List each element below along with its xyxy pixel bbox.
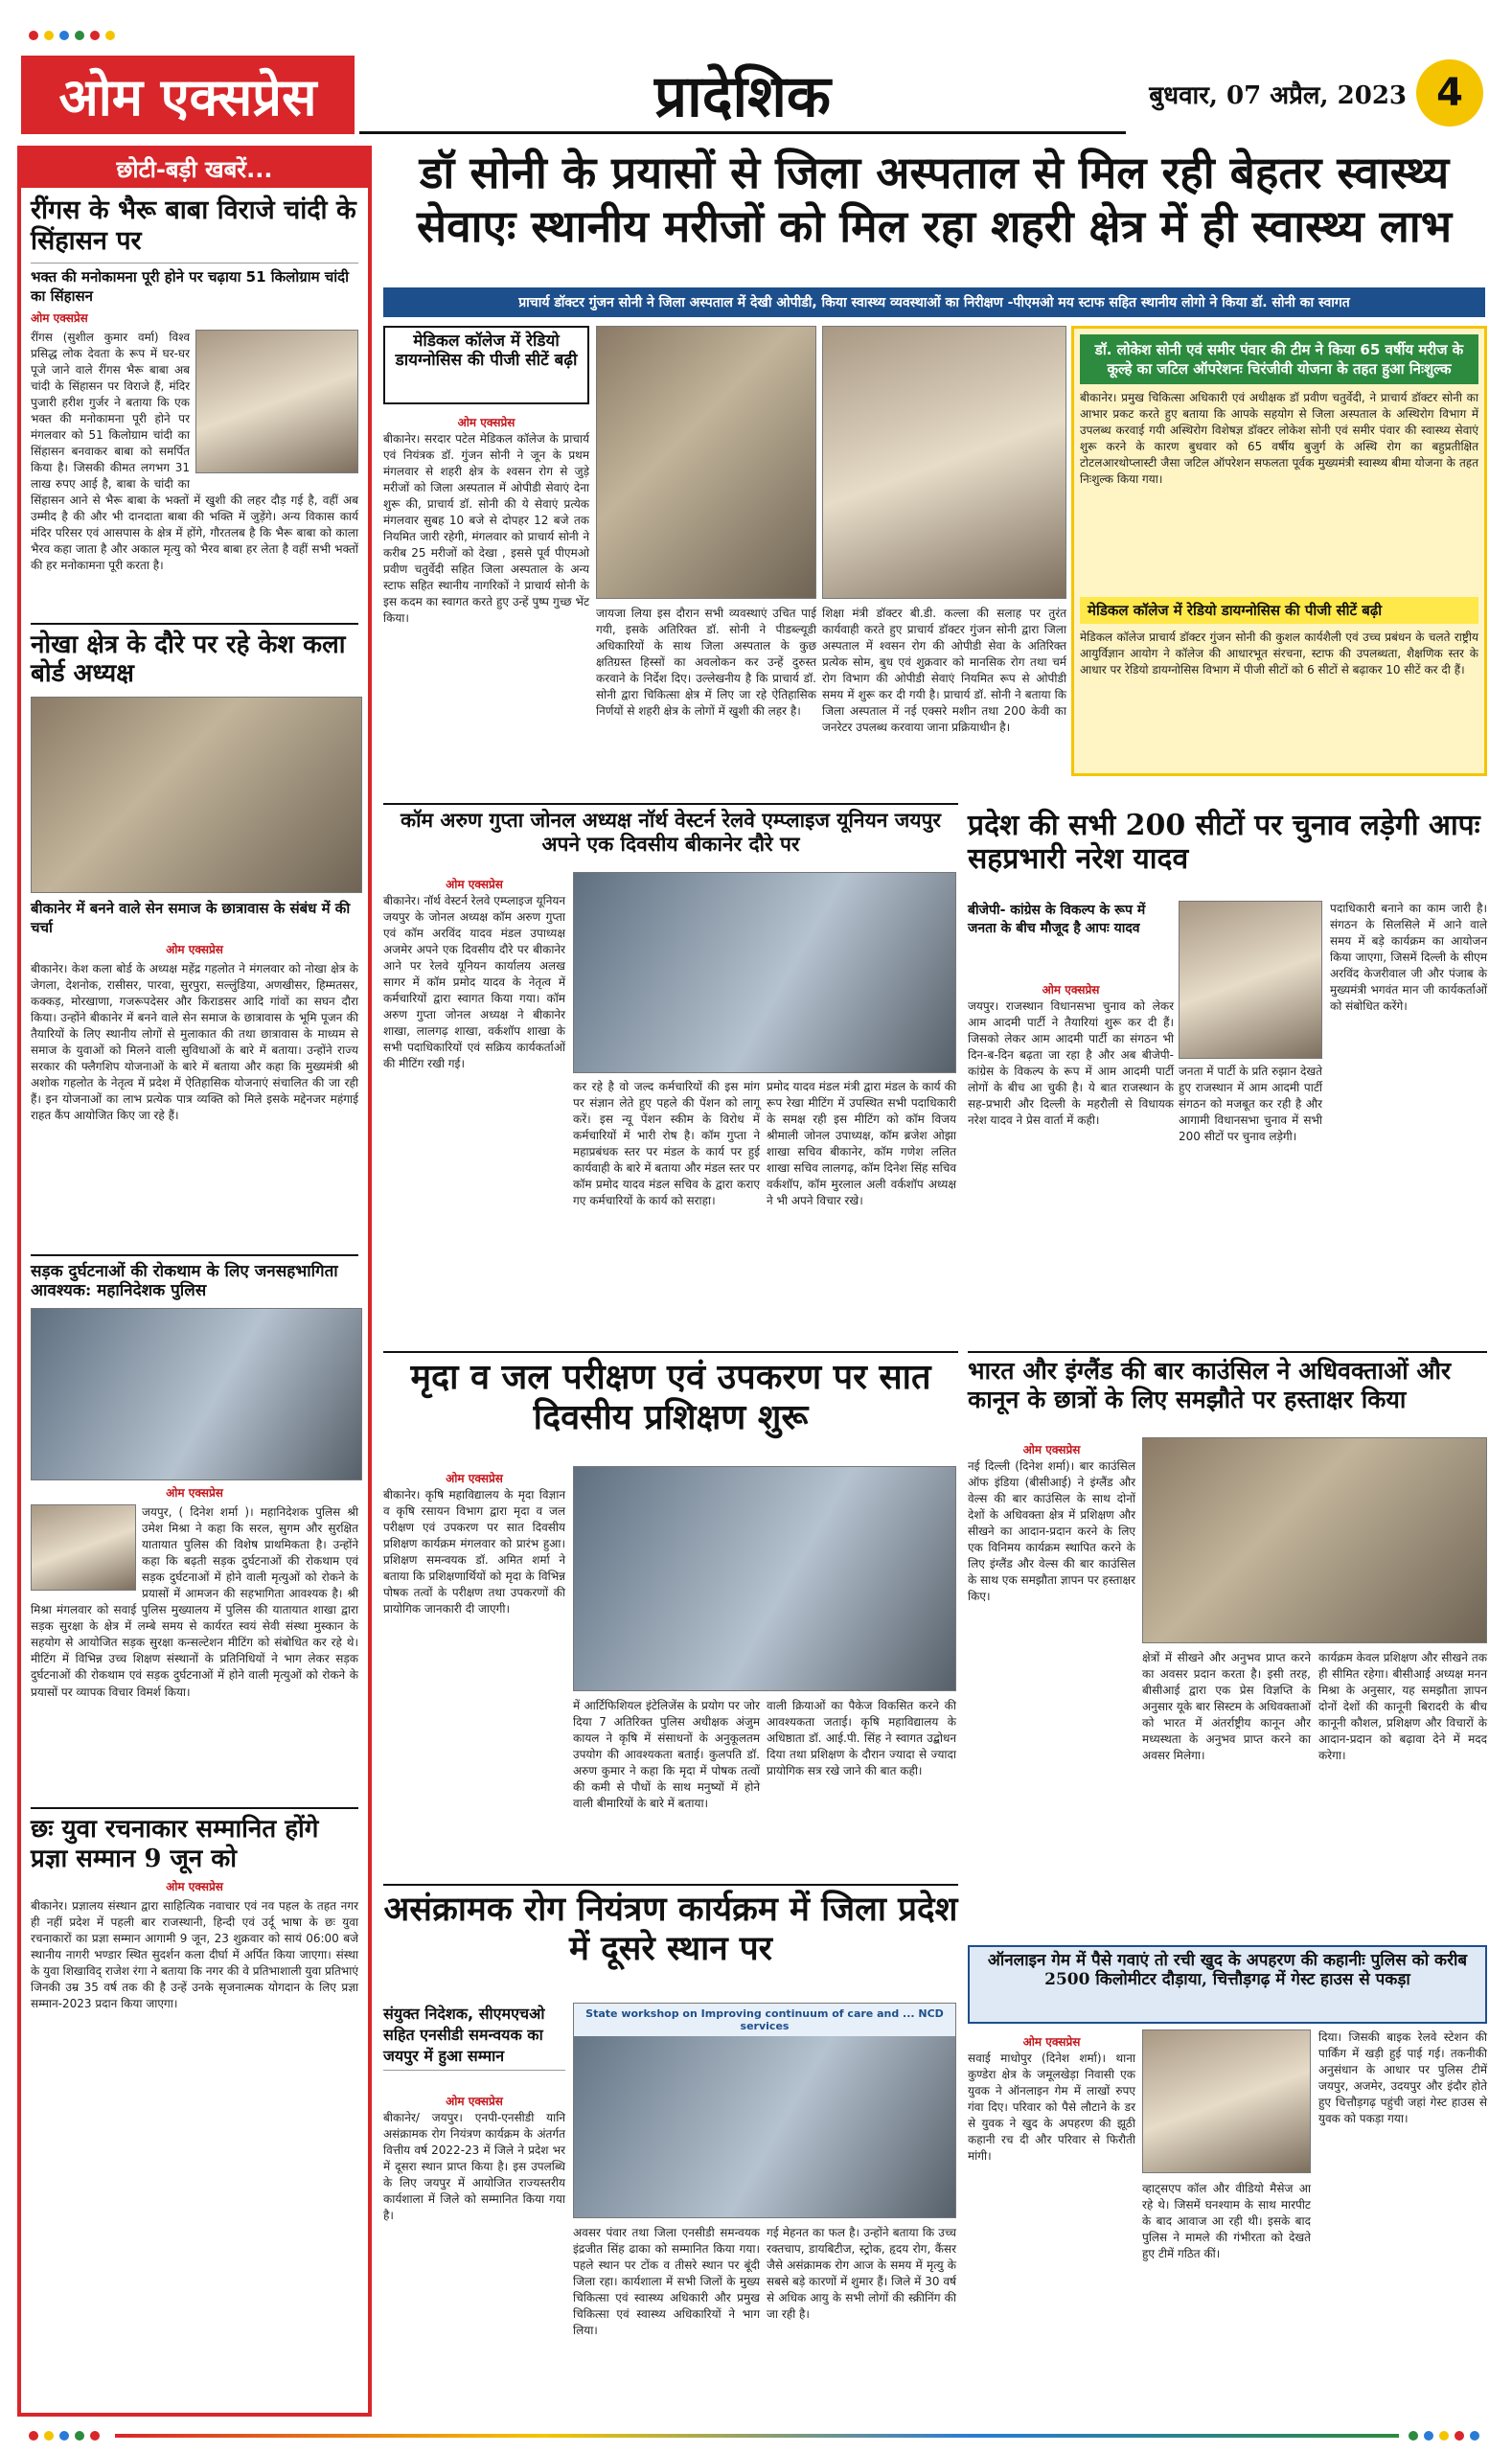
byline: ओम एक्सप्रेस (457, 416, 515, 429)
sidebar-story-title: छः युवा रचनाकार सम्मानित होंगे प्रज्ञा सम्मान 9 जून को (31, 1815, 319, 1873)
article-body: जयपुर। राजस्थान विधानसभा चुनाव को लेकर आम आदमी पार्टी ने तैयारियां शुरू कर दी हैं। जिसको लेकर आम आदमी पार्टी का संगठन भी दिन-ब-दिन बढ़ता जा रहा है और अब बीजेपी-कांग्रेस के विकल्प के रूप में आम आदमी पार्टी लोगों के बीच आ चुकी है। ये बात राजस्थान के सह-प्रभारी और दिल्ली के महरौली से विधायक नरेश यादव ने प्रेस वार्ता में कही। (968, 999, 1174, 1128)
article-body: बीकानेर। कृषि महाविद्यालय के मृदा विज्ञान व कृषि रसायन विभाग द्वारा मृदा व जल परीक्षण एवं उपकरण पर सात दिवसीय प्रशिक्षण कार्यक्रम मंगलवार को प्रारंभ हुआ। प्रशिक्षण समन्वयक डॉ. अमित शर्मा ने बताया कि प्रशिक्षणार्थियों को मृदा के विभिन्न पोषक तत्वों के परीक्षण तथा उपकरणों की प्रायोगिक जानकारी दी जाएगी। (383, 1488, 565, 1616)
article-body: बीकानेर। सरदार पटेल मेडिकल कॉलेज के प्राचार्य एवं नियंत्रक डॉ. गुंजन सोनी ने जून के प्रथम मंगलवार से शहरी क्षेत्र के श्वसन रोग से जुड़े मरीजों को जिला अस्पताल में ओपीडी सेवाएं देना शुरू की, प्राचार्य डॉ. सोनी की ये सेवाएं प्रत्येक मंगलवार सुबह 10 बजे से दोपहर 12 बजे तक नियमित जारी रहेगी, मंगलवार को प्राचार्य सोनी ने करीब 25 मरीजों को देखा , इससे पूर्व पीएमओ प्रवीण चतुर्वेदी सहित जिला अस्पताल के अन्य स्टाफ सहित स्थानीय नागरिकों ने प्राचार्य सोनी के इस कदम का स्वागत करते हुए उन्हें पुष्प गुच्छ भेंट किया। (383, 432, 589, 626)
article-body: बीकानेर। नॉर्थ वेस्टर्न रेलवे एम्प्लाइज यूनियन जयपुर के जोनल अध्यक्ष कॉम अरुण गुप्ता एवं कॉम अरविंद यादव मंडल उपाध्यक्ष अजमेर अपने एक दिवसीय दौरे पर बीकानेर आने पर रेलवे यूनियन कार्यालय अलख सागर में कॉम प्रमोद यादव के नेतृत्व में कर्मचारियों द्वारा स्वागत किया गया। कॉम अरुण गुप्ता जोनल अध्यक्ष ने बीकानेर शाखा, लालगढ़ शाखा, वर्कशॉप शाखा के सभी पदाधिकारियों एवं सक्रिय कार्यकर्ताओं की मीटिंग रखी गई। (383, 894, 565, 1071)
aap-subhead: बीजेपी- कांग्रेस के विकल्प के रूप में जनता के बीच मौजूद है आपः यादव (968, 903, 1146, 936)
soil-headline: मृदा व जल परीक्षण एवं उपकरण पर सात दिवसीय प्रशिक्षण शुरू (410, 1357, 931, 1438)
hospital-photo-2 (822, 326, 1066, 599)
byline: ओम एक्सप्रेस (1042, 983, 1100, 997)
hospital-box (1071, 326, 1487, 776)
article-body: अवसर पंवार तथा जिला एनसीडी समन्वयक इंद्रजीत सिंह ढाका को सम्मानित किया गया। पहले स्थान पर टोंक व तीसरे स्थान पर बूंदी जिला रहा। कार्यशाला में सभी जिलों के मुख्य चिकित्सा एवं स्वास्थ्य अधिकारी और प्रमुख चिकित्सा एवं स्वास्थ्य अधिकारियों ने भाग लिया। (573, 2226, 760, 2338)
sidebar-banner: छोटी-बड़ी खबरें... (21, 149, 368, 188)
article-body: में आर्टिफिशियल इंटेलिजेंस के प्रयोग पर जोर दिया 7 अतिरिक्त पुलिस अधीक्षक अंजुम कायल ने कृषि में संसाधनों के अनुकूलतम उपयोग की आवश्यकता बताई। कुलपति डॉ. अरुण कुमार ने कहा कि मृदा में पोषक तत्वों की कमी से पौधों के साथ मनुष्यों में होने वाली बीमारियों के बारे में बताया। (573, 1699, 760, 1811)
article-body: जनता में पार्टी के प्रति रुझान देखते हुए राजस्थान में आम आदमी पार्टी संगठन को मजबूत कर रही है और आगामी विधानसभा चुनाव में सभी 200 सीटों पर चुनाव लड़ेगी। (1179, 1065, 1322, 1144)
rail-headline: कॉम अरुण गुप्ता जोनल अध्यक्ष नॉर्थ वेस्टर्न रेलवे एम्प्लाइज यूनियन जयपुर अपने एक दिवसीय बीकानेर दौरे पर (400, 808, 942, 856)
ncd-subhead: संयुक्त निदेशक, सीएमएचओ सहित एनसीडी समन्वयक का जयपुर में हुआ सम्मान (383, 2003, 565, 2071)
online-headline: ऑनलाइन गेम में पैसे गवाएं तो रची खुद के अपहरण की कहानीः पुलिस को करीब 2500 किलोमीटर दौड़ाया, चित्तौड़गढ़ में गेस्ट हाउस से पकड़ा (987, 1951, 1468, 1990)
footer-dots-left (29, 2429, 100, 2442)
lead-caption-bar: प्राचार्य डॉक्टर गुंजन सोनी ने जिला अस्पताल में देखी ओपीडी, किया स्वास्थ्य व्यवस्थाओं का निरीक्षण -पीएमओ मय स्टाफ सहित स्थानीय लोगो ने किया डॉ. सोनी का स्वागत (383, 287, 1485, 317)
sidebar-story-title: नोखा क्षेत्र के दौरे पर रहे केश कला बोर्ड अध्यक्ष (31, 630, 346, 689)
footer-rule (115, 2434, 1399, 2438)
article-body: कार्यक्रम केवल प्रशिक्षण और सीखने तक ही सीमित रहेगा। बीसीआई अध्यक्ष मनन मिश्रा के अनुसार, यह समझौता ज्ञापन दोनों देशों की कानूनी बिरादरी के बीच कानूनी कौशल, प्रशिक्षण और विचारों के आदान-प्रदान को बढ़ावा देने में मदद करेगा। (1318, 1651, 1487, 1763)
article-body: क्षेत्रों में सीखने और अनुभव प्राप्त करने का अवसर प्रदान करता है। इसी तरह, बीसीआई द्वारा एक प्रेस विज्ञप्ति के अनुसार यूके बार सिस्टम के अधिवक्ताओं को भारत में अंतर्राष्ट्रीय कानून और मध्यस्थता के अनुभव प्राप्त करने का अवसर मिलेगा। (1142, 1651, 1311, 1763)
naresh-yadav-photo (1179, 901, 1322, 1059)
header-dots-left (29, 29, 115, 42)
accused-photo (1142, 2029, 1311, 2173)
byline: ओम एक्सप्रेस (1022, 2035, 1081, 2049)
section-title: प्रादेशिक (359, 56, 1126, 134)
article-body: शिक्षा मंत्री डॉक्टर बी.डी. कल्ला की सलाह पर तुरंत कार्यवाही करते हुए प्राचार्य डॉक्टर गुंजन सोनी द्वारा जिला अस्पताल में श्वसन रोग की ओपीडी सेवा के अतिरिक्त प्रत्येक सोम, बुध एवं शुक्रवार को मानसिक रोग तथा चर्म रोग विभाग की ओपीडी सेवाएं नियमित रूप से ओपीडी समय में शुरू कर दी गयी है। प्राचार्य डॉ. सोनी ने बताया कि जिला अस्पताल में नई एक्सरे मशीन तथा 200 केवी का जनरेटर उपलब्ध करवाया जाना प्रक्रियाधीन है। (822, 607, 1066, 735)
sidebar-story-subtitle: भक्त की मनोकामना पूरी होने पर चढ़ाया 51 किलोग्राम चांदी का सिंहासन (31, 263, 358, 306)
article-body: पदाधिकारी बनाने का काम जारी है। संगठन के सिलसिले में आने वाले समय में बड़े कार्यक्रम का आयोजन किया जाएगा, जिसमें दिल्ली के सीएम अरविंद केजरीवाल जी और पंजाब के मुख्यमंत्री भगवंत मान जी कार्यकर्ताओं को संबोधित करेंगे। (1330, 902, 1487, 1014)
article-body: बीकानेर/ जयपुर। एनपी-एनसीडी यानि असंक्रामक रोग नियंत्रण कार्यक्रम के अंतर्गत वित्तीय वर्ष 2022-23 में जिले ने प्रदेश भर में दूसरा स्थान प्राप्त किया है। इस उपलब्धि के लिए जयपुर में आयोजित राज्यस्तरीय कार्यशाला में जिले को सम्मानित किया गया है। (383, 2111, 565, 2223)
ncd-headline: असंक्रामक रोग नियंत्रण कार्यक्रम में जिला प्रदेश में दूसरे स्थान पर (383, 1890, 958, 1969)
meeting-photo (31, 697, 362, 893)
box-yellow-headline: मेडिकल कॉलेज में रेडियो डायग्नोसिस की पीजी सीटें बढ़ी (1080, 597, 1478, 624)
article-body: प्रमोद यादव मंडल मंत्री द्वारा मंडल के कार्य की रूप रेखा मीटिंग में उपस्थित सभी पदाधिकारी के समक्ष रही इस मीटिंग को कॉम विजय श्रीमाली जोनल उपाध्यक्ष, कॉम ब्रजेश ओझा शाखा सचिव बीकानेर, कॉम गणेश ललित शाखा सचिव लालगढ़, कॉम दिनेश सिंह सचिव वर्कशॉप, कॉम मुरलाल अली वर्कशॉप अध्यक्ष ने भी अपने विचार रखे। (767, 1080, 956, 1208)
byline: ओम एक्सप्रेस (166, 1486, 223, 1501)
bci-headline: भारत और इंग्लैंड की बार काउंसिल ने अधिवक्ताओं और कानून के छात्रों के लिए समझौते पर हस्ताक्षर किया (968, 1357, 1452, 1413)
bci-photo (1142, 1437, 1487, 1643)
article-body: जयपुर, ( दिनेश शर्मा )। महानिदेशक पुलिस श्री उमेश मिश्रा ने कहा कि सरल, सुगम और सुरक्षित यातायात पुलिस की विशेष प्राथमिकता है। उन्होंने कहा कि बढ़ती सड़क दुर्घटनाओं की रोकथाम एवं सड़क दुर्घटनाओं में होने वाली मृत्युओं को रोकने के प्रयासों में आमजन की सहभागिता आवश्यक है। श्री मिश्रा मंगलवार को सवाई पुलिस मुख्यालय में पुलिस की यातायात शाखा द्वारा सड़क सुरक्षा के क्षेत्र में लम्बे समय से कार्यरत स्वयं सेवी संस्था मुस्कान के सहयोग से आयोजित सड़क सुरक्षा कन्सल्टेशन मीटिंग को संबोधित कर रहे थे। मीटिंग में विभिन्न उच्च शिक्षण संस्थानों के प्रतिनिधियों ने भाग लेकर सड़क दुर्घटनाओं की रोकथाम एवं सड़क दुर्घटनाओं में होने वाली मृत्युओं को रोकने के प्रयासों पर व्यापक विचार विमर्श किया। (31, 1505, 358, 1699)
article-body: नई दिल्ली (दिनेश शर्मा)। बार काउंसिल ऑफ इंडिया (बीसीआई) ने इंग्लैंड और वेल्स की बार काउंसिल के साथ दोनों देशों के अधिवक्ता क्षेत्र में प्रशिक्षण और सीखने का आदान-प्रदान करने के लिए एक विनिमय कार्यक्रम स्थापित करने के लिए इंग्लैंड और वेल्स की बार काउंसिल के साथ एक समझौता ज्ञापन पर हस्ताक्षर किए। (968, 1459, 1135, 1604)
sidebar-short-news (17, 146, 372, 2417)
speaker-photo (31, 1504, 136, 1591)
byline: ओम एक्सप्रेस (166, 943, 223, 957)
side-headline: मेडिकल कॉलेज में रेडियो डायग्नोसिस की पीजी सीटें बढ़ी (395, 332, 578, 371)
lead-headline: डॉ सोनी के प्रयासों से जिला अस्पताल से मिल रही बेहतर स्वास्थ्य सेवाएः स्थानीय मरीजों को मिल रहा शहरी क्षेत्र में ही स्वास्थ्य लाभ (416, 147, 1453, 253)
article-body: बीकानेर। केश कला बोर्ड के अध्यक्ष महेंद्र गहलोत ने मंगलवार को नोखा क्षेत्र के जेगला, देशनोक, रासीसर, पारवा, सुरपुरा, सल्लुंडिया, अणखीसर, हिम्मतसर, कक्कड़, मोरखाणा, गजरूपदेसर और किराडसर आदि गांवों का सघन दौरा किया। उन्होंने बीकानेर में बनने वाले सेन समाज के छात्रावास के भूमि पूजन की तैयारियों के लिए स्थानीय लोगों से मुलाकात की तथा छात्रावास के माध्यम से समाज के युवाओं को मिलने वाली सुविधाओं के बारे में बताया। उन्होंने राज्य सरकार की फ्लैगशिप योजनाओं के बारे में बताया और कहा कि मुख्यमंत्री श्री अशोक गहलोत के नेतृत्व में प्रदेश में ऐतिहासिक योजनाएं संचालित की जा रही हैं। इन योजनाओं का लाभ प्रत्येक पात्र व्यक्ति को मिले इसके मद्देनजर महंगाई राहत कैंप आयोजित किए जा रहे हैं। (31, 962, 358, 1123)
article-body: कर रहे है वो जल्द कर्मचारियों की इस मांग पर संज्ञान लेते हुए पहले की पेंशन को लागू करें। इस न्यू पेंशन स्कीम के विरोध में कर्मचारियों में भारी रोष है। कॉम गुप्ता ने महाप्रबंधक स्तर पर मंडल के कार्य पर हुई कार्यवाही के बारे में बताया और मंडल स्तर पर कॉम प्रमोद यादव मंडल सचिव के द्वारा कराए गए कर्मचारियों के कार्य को सराहा। (573, 1080, 760, 1208)
article-body: बीकानेर। प्रज्ञालय संस्थान द्वारा साहित्यिक नवाचार एवं नव पहल के तहत नगर ही नहीं प्रदेश में पहली बार राजस्थानी, हिन्दी एवं उर्दू भाषा के छः युवा रचनाकारों का प्रज्ञा सम्मान आगामी 9 जून, 23 शुक्रवार को सायं 06:00 बजे स्थानीय नागरी भण्डार स्थित सुदर्शन कला दीर्घा में अर्पित किया जाएगा। संस्था के युवा शिखाविद् राजेश रंगा ने बताया कि नगर की वे प्रतिभाशाली युवा प्रतिभाएं जिनकी उम्र 35 वर्ष तक की है उन्हें उनके सृजनात्मक योगदान के लिए प्रज्ञा सम्मान-2023 प्रदान किया जाएगा। (31, 1898, 358, 2010)
article-body: गई मेहनत का फल है। उन्होंने बताया कि उच्च रक्तचाप, डायबिटीज, स्ट्रोक, हृदय रोग, कैंसर जैसे असंक्रामक रोग आज के समय में मृत्यु के सबसे बड़े कारणों में शुमार हैं। जिले में 30 वर्ष से अधिक आयु के सभी लोगों की स्क्रीनिंग की जा रही है। (767, 2226, 956, 2322)
article-body: मेडिकल कॉलेज प्राचार्य डॉक्टर गुंजन सोनी की कुशल कार्यशैली एवं उच्च प्रबंधन के चलते राष्ट्रीय आयुर्विज्ञान आयोग ने कॉलेज की आधारभूत संरचना, स्टाफ की उपलब्धता, शैक्षणिक स्तर के आधार पर रेडियो डायग्नोसिस विभाग में पीजी सीटों को 6 सीटों से बढ़ाकर 10 सीटें कर दी हैं। (1080, 630, 1478, 677)
photo-caption: बीकानेर में बनने वाले सेन समाज के छात्रावास के संबंध में की चर्चा (31, 900, 351, 937)
aap-headline: प्रदेश की सभी 200 सीटों पर चुनाव लड़ेगी आपः सहप्रभारी नरेश यादव (968, 809, 1480, 877)
police-meeting-photo (31, 1308, 362, 1480)
byline: ओम एक्सप्रेस (446, 2095, 503, 2108)
footer-dots-right (1409, 2429, 1479, 2442)
award-photo (573, 2003, 956, 2218)
byline: ओम एक्सप्रेस (446, 878, 503, 891)
article-body: वाली क्रियाओं का पैकेज विकसित करने की आवश्यकता जताई। कृषि महाविद्यालय के अधिष्ठाता डॉ. आई.पी. सिंह ने स्वागत उद्बोधन दिया तथा प्रशिक्षण के दौरान ज्यादा से ज्यादा प्रायोगिक सत्र रखे जाने की बात कही। (767, 1699, 956, 1778)
lead-side-box (383, 326, 589, 404)
workshop-banner-text: State workshop on Improving continuum of care and ... NCD services (574, 2004, 955, 2036)
byline: ओम एक्सप्रेस (31, 310, 88, 325)
article-body: व्हाट्सएप कॉल और वीडियो मैसेज आ रहे थे। जिसमें घनश्याम के साथ मारपीट के बाद आवाज आ रही थी। इसके बाद पुलिस ने मामले की गंभीरता को देखते हुए टीमें गठित कीं। (1142, 2182, 1311, 2261)
sidebar-story-title: सड़क दुर्घटनाओं की रोकथाम के लिए जनसहभागिता आवश्यक: महानिदेशक पुलिस (31, 1262, 338, 1301)
page-number: 4 (1416, 59, 1483, 126)
issue-date: बुधवार, 07 अप्रैल, 2023 (1149, 81, 1407, 110)
training-photo (573, 1466, 956, 1691)
union-photo (573, 872, 956, 1073)
temple-photo (195, 330, 358, 473)
box-green-headline: डॉ. लोकेश सोनी एवं समीर पंवार की टीम ने किया 65 वर्षीय मरीज के कूल्हे का जटिल ऑपरेशनः चिरंजीवी योजना के तहत हुआ निःशुल्क (1080, 334, 1478, 384)
sidebar-story-title: रींगस के भैरू बाबा विराजे चांदी के सिंहासन पर (31, 195, 356, 256)
byline: ओम एक्सप्रेस (446, 1472, 503, 1485)
article-body: जायजा लिया इस दौरान सभी व्यवस्थाएं उचित पाई गयी, इसके अतिरिक्त डॉ. सोनी ने पीडब्ल्यूडी अधिकारियों के साथ जिला अस्पताल के कुछ क्षतिग्रस्त हिस्सों का अवलोकन कर उन्हें दुरुस्त करवाने के निर्देश दिए। उल्लेखनीय है कि प्राचार्य डॉ. सोनी द्वारा चिकित्सा क्षेत्र में लिए जा रहे ऐतिहासिक निर्णयों से शहरी क्षेत्र के लोगों में खुशी की लहर है। (596, 607, 816, 719)
article-body: सवाई माधोपुर (दिनेश शर्मा)। थाना कुण्डेरा क्षेत्र के जमूलखेड़ा निवासी एक युवक ने ऑनलाइन गेम में लाखों रुपए गंवा दिए। परिवार को पैसे लौटाने के डर से युवक ने खुद के अपहरण की झूठी कहानी रच दी और परिवार से फिरौती मांगी। (968, 2052, 1135, 2164)
article-body: बीकानेर। प्रमुख चिकित्सा अधिकारी एवं अधीक्षक डॉ प्रवीण चतुर्वेदी, ने प्राचार्य डॉक्टर सोनी का आभार प्रकट करते हुए बताया कि आपके सहयोग से जिला अस्पताल के अस्थिरोग विभाग में उपलब्ध करवाई गयी अस्थिरोग विशेषज्ञ डॉक्टर लोकेश सोनी एवं समीर पंवार की स्वास्थ्य सेवाएं शुरू करने के कारण बुधवार को 65 वर्षीय बुजुर्ग के अस्थि रोग का बहुप्रतीक्षित टोटलआरथोप्लास्टी जैसा जटिल ऑपरेशन सफलता पूर्वक मुख्यमंत्री स्वास्थ्य बीमा योजना के तहत निःशुल्क किया गया। (1080, 391, 1478, 487)
byline: ओम एक्सप्रेस (166, 1879, 223, 1893)
article-body: दिया। जिसकी बाइक रेलवे स्टेशन की पार्किंग में खड़ी हुई पाई गई। तकनीकी अनुसंधान के आधार पर पुलिस टीमें जयपुर, अजमेर, उदयपुर और इंदौर होते हुए चित्तौड़गढ़ पहुंची जहां गेस्ट हाउस से युवक को पकड़ा गया। (1318, 2030, 1487, 2126)
hospital-photo-1 (596, 326, 816, 599)
brand-masthead: ओम एक्सप्रेस (21, 56, 355, 134)
article-body: रींगस (सुशील कुमार वर्मा) विश्व प्रसिद्ध लोक देवता के रूप में घर-घर पूजे जाने वाले रींगस भैरू बाबा अब चांदी के सिंहासन पर विराजे हैं, मंदिर पुजारी हरीश गुर्जर ने बताया कि एक भक्त की मनोकामना पूरी होने पर मंगलवार को 51 किलोग्राम चांदी का सिंहासन बनवाकर बाबा को समर्पित किया है। जिसकी कीमत लगभग 31 लाख रुपए आई है, बाबा के चांदी का सिंहासन आने से भैरू बाबा के भक्तों में खुशी की लहर दौड़ गई है, वहीं अब उम्मीद है की और भी दानदाता बाबा की भक्ति में जुड़ेंगे। अन्य विकास कार्य मंदिर परिसर एवं आसपास के क्षेत्र में होंगे, गौरतलब है कि भैरू बाबा को काला भैरव कहा जाता है और अकाल मृत्यु को भैरव बाबा हर लेता है वहीं सभी भक्तों की हर मनोकामना पूरी करता है। (31, 330, 358, 573)
byline: ओम एक्सप्रेस (1022, 1443, 1081, 1456)
online-headline-box (968, 1945, 1487, 2024)
